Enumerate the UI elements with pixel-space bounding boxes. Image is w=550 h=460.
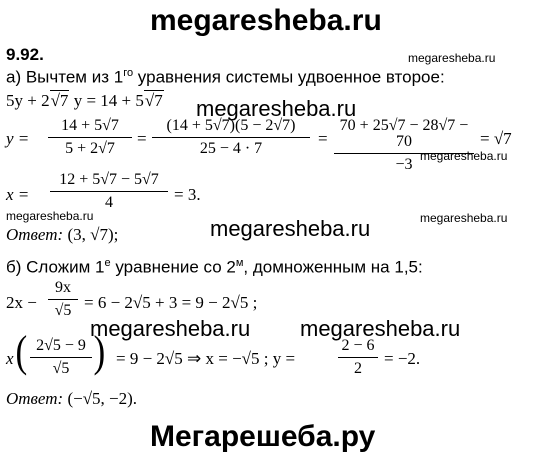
- answer-b: Ответ: (−√5, −2).: [6, 389, 138, 408]
- watermark-small: megaresheba.ru: [6, 209, 94, 223]
- x-factor: x: [6, 349, 14, 368]
- watermark-overlay: megaresheba.ru: [196, 96, 357, 121]
- problem-number: 9.92.: [6, 45, 44, 64]
- watermark-small: megaresheba.ru: [420, 149, 508, 163]
- fraction-2sqrt5-minus-9: 2√5 − 9 √5: [30, 338, 92, 377]
- y-result-b: = −2.: [384, 349, 421, 368]
- fraction-y-1: 14 + 5√7 5 + 2√7: [48, 118, 132, 157]
- part-b-eq1-left: 2x −: [6, 293, 37, 312]
- watermark-overlay: megaresheba.ru: [90, 316, 251, 341]
- paren-right: ): [93, 327, 106, 376]
- watermark-overlay: megaresheba.ru: [300, 316, 461, 341]
- watermark-overlay: megaresheba.ru: [210, 216, 371, 241]
- answer-a: Ответ: (3, √7);: [6, 225, 119, 244]
- equals-sign: =: [318, 129, 328, 148]
- fraction-y-2: (14 + 5√7)(5 − 2√7) 25 − 4 · 7: [152, 118, 310, 157]
- y-lhs: y =: [6, 129, 30, 148]
- paren-left: (: [15, 327, 28, 376]
- x-lhs: x =: [6, 185, 30, 204]
- part-b-instruction: б) Сложим $1^е$ уравнение со $2^м$, домноженным на 1,5:: [6, 257, 423, 277]
- watermark-small: megaresheba.ru: [420, 211, 508, 225]
- fraction-y-b: 2 − 6 2: [338, 338, 378, 377]
- fraction-x: 12 + 5√7 − 5√7 4: [50, 172, 168, 211]
- fraction-y-3: 70 + 25√7 − 28√7 − 70 −3: [334, 118, 474, 173]
- y-result: = √7: [480, 129, 512, 148]
- part-a-instruction: а) Вычтем из $1^{го}$ уравнения системы удвоенное второе:: [6, 67, 445, 87]
- watermark-small: megaresheba.ru: [408, 51, 496, 65]
- part-b-eq2-mid: = 9 − 2√5 ⇒ x = −√5 ; y =: [116, 349, 296, 368]
- x-result: = 3.: [174, 185, 201, 204]
- fraction-9x: 9x √5: [48, 280, 78, 319]
- equals-sign: =: [137, 129, 147, 148]
- footer-banner: Мегарешеба.ру: [150, 420, 376, 453]
- site-banner: megaresheba.ru: [150, 4, 382, 37]
- part-a-equation-1: 5y + 2√7 y = 14 + 5√7: [6, 91, 163, 110]
- part-b-eq1-right: = 6 − 2√5 + 3 = 9 − 2√5 ;: [84, 293, 258, 312]
